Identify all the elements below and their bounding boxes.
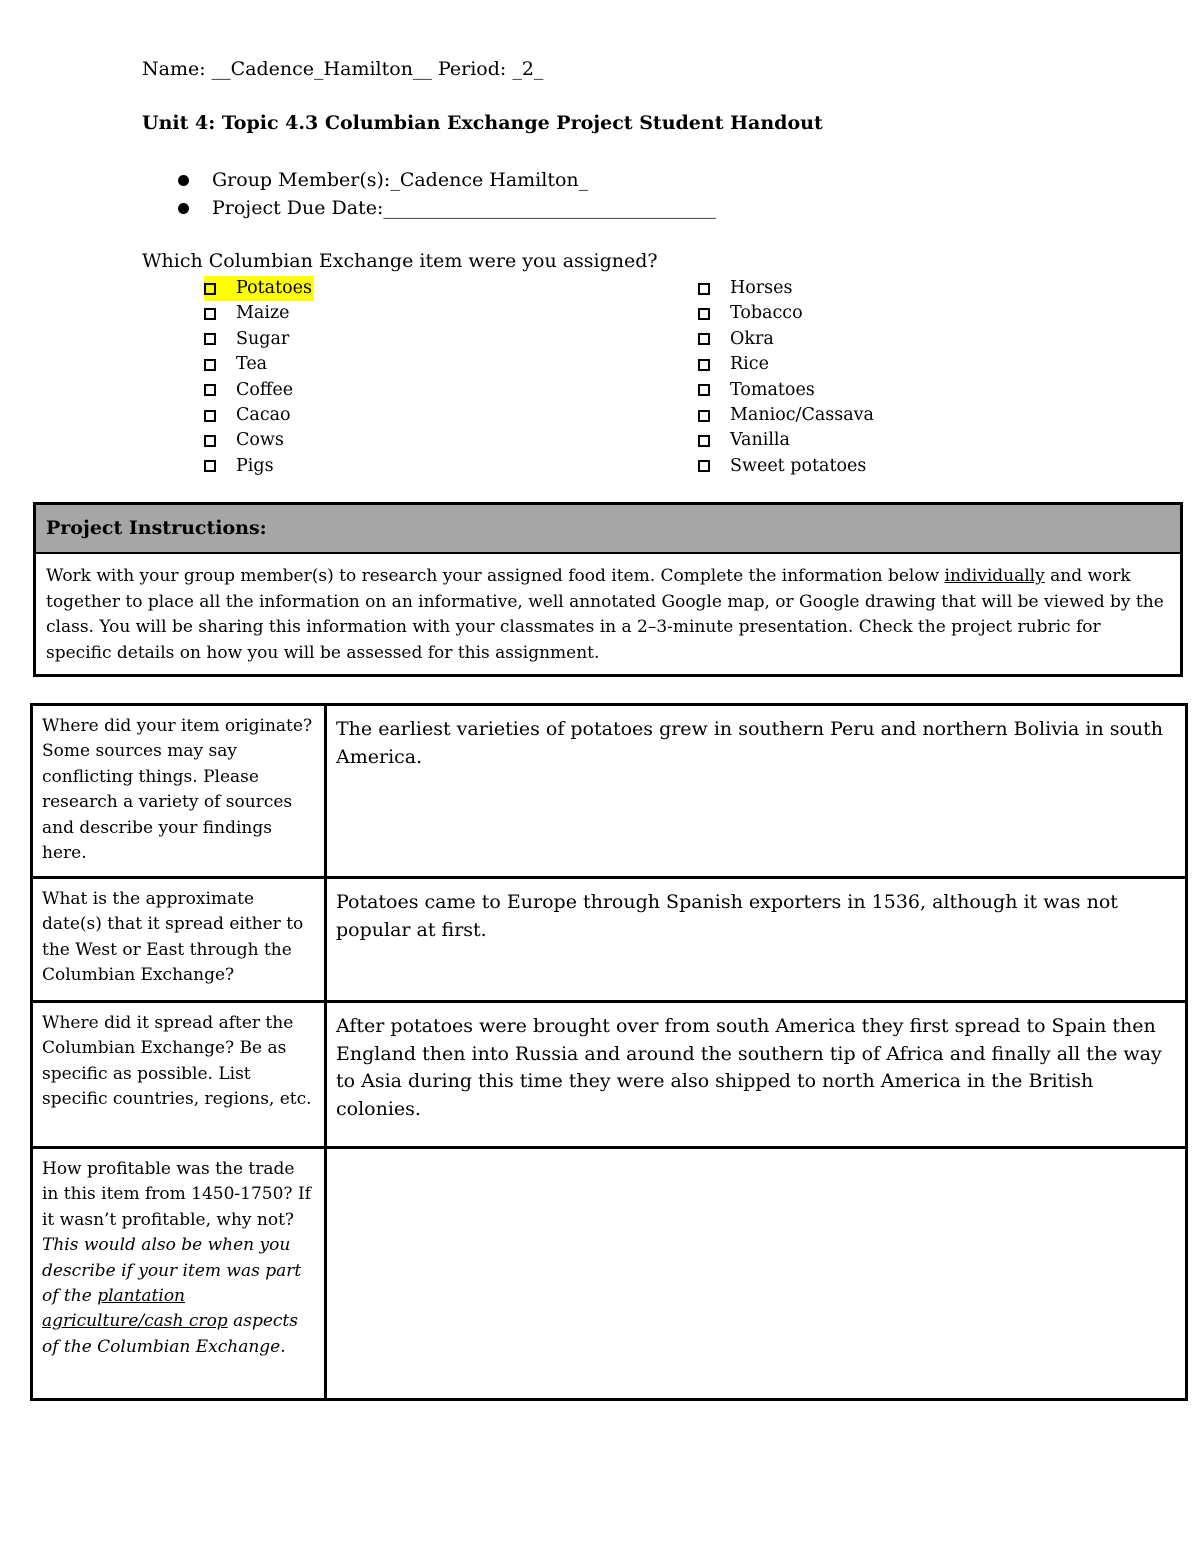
group-members: Group Member(s):_Cadence Hamilton_ [212, 169, 589, 191]
answer-cell[interactable]: The earliest varieties of potatoes grew in southern Peru and northern Bolivia in south America. [326, 705, 1187, 878]
option-vanilla[interactable] [698, 428, 874, 453]
option-label: Sugar [236, 328, 290, 349]
option-label: Rice [730, 354, 769, 375]
option-label: Tobacco [730, 303, 803, 324]
checkbox-icon[interactable] [698, 308, 710, 320]
option-coffee[interactable] [204, 378, 314, 403]
option-label: Tea [236, 354, 268, 375]
question-cell: Where did your item originate? Some sources may say conflicting things. Please research a variety of sources and describe your findings here. [32, 705, 326, 878]
bullet-icon [178, 203, 189, 214]
name-period-line: Name: __Cadence_Hamilton__ Period: _2_ [142, 58, 544, 80]
checkbox-icon[interactable] [698, 384, 710, 396]
option-label: Cacao [236, 404, 291, 425]
option-manioc-cassava[interactable] [698, 403, 874, 428]
question-cell: Where did it spread after the Columbian Exchange? Be as specific as possible. List specific countries, regions, etc. [32, 1002, 326, 1148]
checkbox-icon[interactable] [698, 359, 710, 371]
option-horses[interactable] [698, 276, 874, 301]
checkbox-icon[interactable] [698, 283, 710, 295]
option-rice[interactable] [698, 352, 874, 377]
list-item [178, 194, 716, 222]
table-row [32, 878, 1187, 1002]
highlight [204, 276, 314, 301]
table-row [32, 705, 1187, 878]
project-instructions-box [33, 502, 1183, 677]
option-label: Sweet potatoes [730, 455, 867, 476]
option-tobacco[interactable] [698, 301, 874, 326]
question-note: This would also be when you describe if your item was part of the [42, 1235, 302, 1307]
option-label: Tomatoes [730, 379, 815, 400]
option-label: Potatoes [236, 278, 312, 298]
option-pigs[interactable] [204, 454, 314, 479]
bullet-icon [178, 175, 189, 186]
checkbox-icon[interactable] [204, 359, 216, 371]
question-note: aspects of the Columbian Exchange. [42, 1311, 298, 1357]
options-right-column [698, 276, 874, 479]
answer-cell[interactable]: After potatoes were brought over from south America they first spread to Spain then England then into Russia and around the southern tip of Africa and finally all the way to Asia during this time they were also shipped to north America in the British colonies. [326, 1002, 1187, 1148]
option-tea[interactable] [204, 352, 314, 377]
option-label: Pigs [236, 455, 274, 476]
list-item [178, 166, 716, 194]
assignment-question: Which Columbian Exchange item were you assigned? [142, 250, 658, 272]
option-cacao[interactable] [204, 403, 314, 428]
checkbox-icon[interactable] [204, 410, 216, 422]
option-label: Maize [236, 303, 290, 324]
checkbox-icon[interactable] [204, 384, 216, 396]
question-text: How profitable was the trade in this item from 1450-1750? If it wasn’t profitable, why not? [42, 1159, 311, 1230]
option-label: Vanilla [730, 430, 790, 451]
question-note-emphasis: plantation agriculture/cash crop [42, 1286, 228, 1332]
checkbox-icon[interactable] [204, 333, 216, 345]
option-label: Okra [730, 328, 774, 349]
checkbox-icon[interactable] [204, 460, 216, 472]
checkbox-icon[interactable] [204, 435, 216, 447]
page-title: Unit 4: Topic 4.3 Columbian Exchange Project Student Handout [142, 112, 823, 134]
instructions-emphasis: individually [944, 566, 1045, 586]
option-cows[interactable] [204, 428, 314, 453]
option-maize[interactable] [204, 301, 314, 326]
instructions-text [36, 554, 1180, 674]
checkbox-icon[interactable] [698, 460, 710, 472]
instructions-heading: Project Instructions: [36, 505, 1180, 554]
instructions-text-part: and work together to place all the information on an informative, well annotated Google map, or Google drawing that will be viewed by the class. You will be sharing this information with your classmates in a 2–3-minute presentation. Check the project rubric for specific details on how you will be assessed for this assignment. [46, 566, 1164, 663]
checkbox-icon[interactable] [204, 308, 216, 320]
option-okra[interactable] [698, 327, 874, 352]
question-cell: What is the approximate date(s) that it spread either to the West or East through the Columbian Exchange? [32, 878, 326, 1002]
research-table [30, 703, 1188, 1401]
option-label: Manioc/Cassava [730, 404, 874, 425]
checkbox-icon[interactable] [698, 410, 710, 422]
instructions-text-part: Work with your group member(s) to research your assigned food item. Complete the information below [46, 566, 945, 586]
option-tomatoes[interactable] [698, 378, 874, 403]
options-left-column [204, 276, 314, 479]
table-row [32, 1002, 1187, 1148]
question-cell [32, 1148, 326, 1400]
option-potatoes[interactable] [204, 276, 314, 301]
answer-cell[interactable] [326, 1148, 1187, 1400]
option-label: Cows [236, 430, 284, 451]
due-date: Project Due Date:___________________________________ [212, 197, 716, 219]
option-sugar[interactable] [204, 327, 314, 352]
option-label: Horses [730, 278, 793, 298]
group-info-list [178, 166, 716, 222]
answer-cell[interactable]: Potatoes came to Europe through Spanish exporters in 1536, although it was not popular at first. [326, 878, 1187, 1002]
checkbox-icon[interactable] [204, 283, 216, 295]
checkbox-icon[interactable] [698, 435, 710, 447]
option-label: Coffee [236, 379, 294, 400]
checkbox-icon[interactable] [698, 333, 710, 345]
option-sweet-potatoes[interactable] [698, 454, 874, 479]
table-row [32, 1148, 1187, 1400]
